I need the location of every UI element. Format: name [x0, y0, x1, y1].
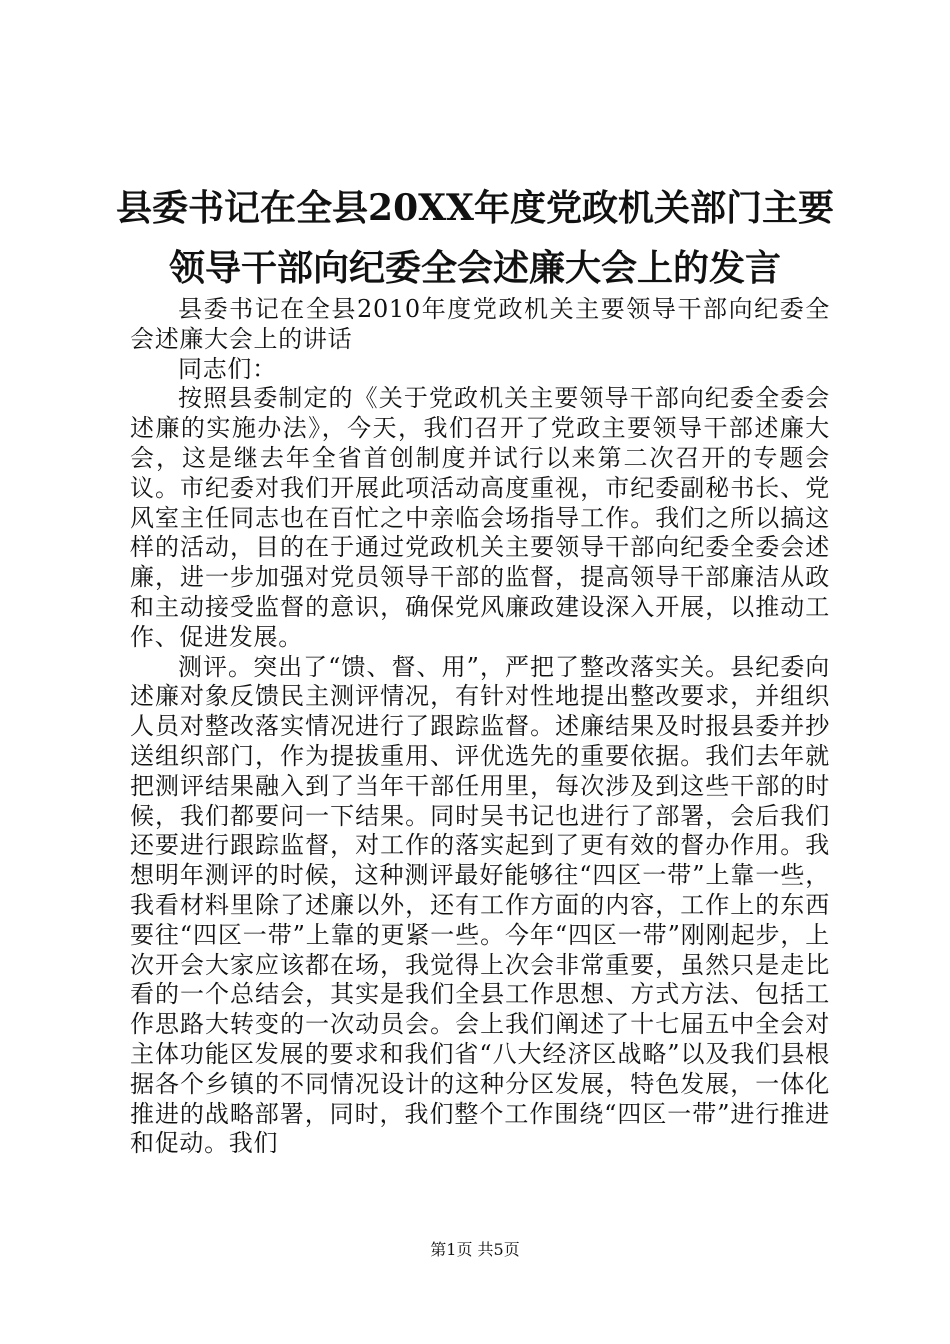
paragraph-salutation: 同志们：	[178, 354, 277, 383]
document-body	[130, 295, 830, 1159]
paragraph-subtitle: 县委书记在全县2010年度党政机关主要领导干部向纪委全会述廉大会上的讲话	[130, 295, 830, 353]
document-title-line-1: 县委书记在全县20XX年度党政机关部门主要	[116, 187, 834, 229]
paragraph-intro: 按照县委制定的《关于党政机关主要领导干部向纪委全委会述廉的实施办法》，今天，我们召开了党政主要领导干部述廉大会，这是继去年全省首创制度并试行以来第二次召开的专题会议。市纪委对我们开展此项活动高度重视，市纪委副秘书长、党风室主任同志也在百忙之中亲临会场指导工作。我们之所以搞这样的活动，目的在于通过党政机关主要领导干部向纪委全委会述廉，进一步加强对党员领导干部的监督，提高领导干部廉洁从政和主动接受监督的意识，确保党风廉政建设深入开展，以推动工作、促进发展。	[130, 384, 830, 651]
document-title-line-2: 领导干部向纪委全会述廉大会上的发言	[168, 247, 781, 289]
paragraph-evaluation: 测评。突出了“馈、督、用”，严把了整改落实关。县纪委向述廉对象反馈民主测评情况，有针对性地提出整改要求，并组织人员对整改落实情况进行了跟踪监督。述廉结果及时报县委并抄送组织部门，作为提拔重用、评优选先的重要依据。我们去年就把测评结果融入到了当年干部任用里，每次涉及到这些干部的时候，我们都要问一下结果。同时吴书记也进行了部署，会后我们还要进行跟踪监督，对工作的落实起到了更有效的督办作用。我想明年测评的时候，这种测评最好能够往“四区一带”上靠一些，我看材料里除了述廉以外，还有工作方面的内容，工作上的东西要往“四区一带”上靠的更紧一些。今年“四区一带”刚刚起步，上次开会大家应该都在场，我觉得上次会非常重要，虽然只是走比看的一个总结会，其实是我们全县工作思想、方式方法、包括工作思路大转变的一次动员会。会上我们阐述了十七届五中全会对主体功能区发展的要求和我们省“八大经济区战略”以及我们县根据各个乡镇的不同情况设计的这种分区发展，特色发展，一体化推进的战略部署，同时，我们整个工作围绕“四区一带”进行推进和促动。我们	[130, 652, 830, 1158]
page-footer: 第1页 共5页	[430, 1240, 520, 1259]
